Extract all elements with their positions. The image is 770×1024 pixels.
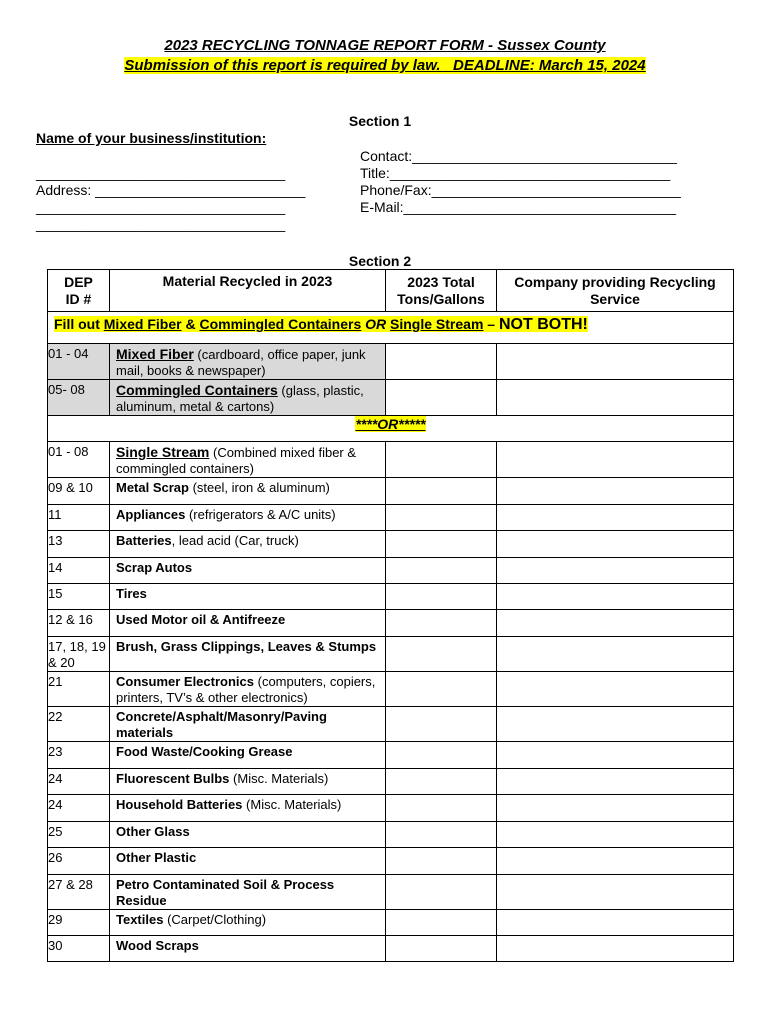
material-description: (Misc. Materials) <box>242 797 342 812</box>
table-row-petro-contaminated-soil-process-residue <box>48 875 734 910</box>
tonnage-table <box>47 269 734 962</box>
material-name: Metal Scrap <box>116 480 189 495</box>
tons-gallons-input[interactable] <box>386 707 497 742</box>
company-input[interactable] <box>497 795 734 822</box>
table-row-consumer-electronics <box>48 672 734 707</box>
tons-gallons-input[interactable] <box>386 558 497 584</box>
company-input[interactable] <box>497 936 734 962</box>
instruction-row <box>48 312 734 344</box>
material-name: Scrap Autos <box>116 560 193 575</box>
material-cell <box>110 742 386 769</box>
material-name: Petro Contaminated Soil & Process Residue <box>116 877 335 908</box>
tons-gallons-input[interactable] <box>386 822 497 848</box>
dep-id-cell: 21 <box>48 672 110 707</box>
table-row-used-motor-oil-antifreeze <box>48 610 734 637</box>
material-cell <box>110 344 386 380</box>
material-cell <box>110 875 386 910</box>
material-name: Used Motor oil & Antifreeze <box>116 612 286 627</box>
material-cell <box>110 380 386 416</box>
material-name: Batteries <box>116 533 172 548</box>
material-name: Concrete/Asphalt/Masonry/Paving materials <box>116 709 327 740</box>
company-input[interactable] <box>497 505 734 531</box>
tons-gallons-input[interactable] <box>386 442 497 478</box>
material-name: Textiles <box>116 912 164 927</box>
tons-gallons-input[interactable] <box>386 610 497 637</box>
material-cell <box>110 936 386 962</box>
company-input[interactable] <box>497 848 734 875</box>
material-cell <box>110 795 386 822</box>
tons-gallons-input[interactable] <box>386 478 497 505</box>
table-row-textiles <box>48 910 734 936</box>
deadline-notice <box>0 57 770 74</box>
tons-gallons-input[interactable] <box>386 344 497 380</box>
dep-id-cell: 09 & 10 <box>48 478 110 505</box>
table-row-brush-grass-clippings-leaves-stumps <box>48 637 734 672</box>
material-name: Brush, Grass Clippings, Leaves & Stumps <box>116 639 377 654</box>
address-line-3[interactable]: ________________________________ <box>36 216 286 232</box>
material-cell <box>110 822 386 848</box>
table-row-fluorescent-bulbs <box>48 769 734 795</box>
company-input[interactable] <box>497 531 734 558</box>
title-field[interactable]: Title:____________________________________ <box>360 165 671 181</box>
company-input[interactable] <box>497 344 734 380</box>
material-description: (cardboard, office paper, junk mail, books & newspaper) <box>116 347 366 378</box>
material-name: Wood Scraps <box>116 938 199 953</box>
table-row-appliances <box>48 505 734 531</box>
material-cell <box>110 769 386 795</box>
or-label: ****OR***** <box>355 416 426 432</box>
material-name: Single Stream <box>116 444 210 460</box>
email-field[interactable]: E-Mail:___________________________________ <box>360 199 677 215</box>
tons-gallons-input[interactable] <box>386 936 497 962</box>
material-name: Other Plastic <box>116 850 197 865</box>
section1-heading: Section 1 <box>348 113 412 129</box>
material-name: Food Waste/Cooking Grease <box>116 744 293 759</box>
company-input[interactable] <box>497 380 734 416</box>
dep-id-cell: 24 <box>48 769 110 795</box>
dep-id-cell: 15 <box>48 584 110 610</box>
company-input[interactable] <box>497 875 734 910</box>
company-input[interactable] <box>497 478 734 505</box>
col-total: 2023 Total Tons/Gallons <box>386 270 497 312</box>
material-cell <box>110 672 386 707</box>
company-input[interactable] <box>497 610 734 637</box>
company-input[interactable] <box>497 742 734 769</box>
dep-id-cell: 25 <box>48 822 110 848</box>
material-description: (refrigerators & A/C units) <box>185 507 336 522</box>
table-row-food-waste-cooking-grease <box>48 742 734 769</box>
material-description: (Combined mixed fiber & commingled containers) <box>116 445 357 476</box>
dep-id-cell: 12 & 16 <box>48 610 110 637</box>
company-input[interactable] <box>497 584 734 610</box>
dep-id-cell: 24 <box>48 795 110 822</box>
business-name-label: Name of your business/institution: <box>36 130 267 146</box>
material-name: Fluorescent Bulbs <box>116 771 230 786</box>
dep-id-cell: 11 <box>48 505 110 531</box>
company-input[interactable] <box>497 637 734 672</box>
company-input[interactable] <box>497 769 734 795</box>
tons-gallons-input[interactable] <box>386 848 497 875</box>
business-name-line[interactable]: ________________________________ <box>36 165 286 181</box>
dep-id-cell: 29 <box>48 910 110 936</box>
dep-id-cell: 22 <box>48 707 110 742</box>
form-title: 2023 RECYCLING TONNAGE REPORT FORM - Sussex County <box>164 37 606 54</box>
dep-id-cell: 14 <box>48 558 110 584</box>
tons-gallons-input[interactable] <box>386 584 497 610</box>
phone-fax-field[interactable]: Phone/Fax:________________________________ <box>360 182 681 198</box>
tons-gallons-input[interactable] <box>386 795 497 822</box>
table-row-batteries <box>48 531 734 558</box>
dep-id-cell: 01 - 04 <box>48 344 110 380</box>
contact-field[interactable]: Contact:__________________________________ <box>360 148 677 164</box>
dep-id-cell: 26 <box>48 848 110 875</box>
table-row-household-batteries <box>48 795 734 822</box>
dep-id-cell: 05- 08 <box>48 380 110 416</box>
material-name: Commingled Containers <box>116 382 278 398</box>
material-name: Household Batteries <box>116 797 243 812</box>
material-name: Other Glass <box>116 824 190 839</box>
material-description: (glass, plastic, aluminum, metal & cartons) <box>116 383 364 414</box>
material-cell <box>110 910 386 936</box>
dep-id-cell: 30 <box>48 936 110 962</box>
material-cell <box>110 610 386 637</box>
table-row-concrete-asphalt-masonry-paving-materials <box>48 707 734 742</box>
tons-gallons-input[interactable] <box>386 742 497 769</box>
material-description: (Carpet/Clothing) <box>163 912 267 927</box>
address-line-2[interactable]: ________________________________ <box>36 199 286 215</box>
table-row-tires <box>48 584 734 610</box>
dep-id-cell: 27 & 28 <box>48 875 110 910</box>
table-row-other-plastic <box>48 848 734 875</box>
material-description: (Misc. Materials) <box>229 771 329 786</box>
col-company: Company providing Recycling Service <box>497 270 734 312</box>
table-row-mixed-fiber <box>48 344 734 380</box>
material-description: (steel, iron & aluminum) <box>188 480 330 495</box>
col-material: Material Recycled in 2023 <box>110 270 386 312</box>
dep-id-cell: 23 <box>48 742 110 769</box>
tons-gallons-input[interactable] <box>386 875 497 910</box>
material-cell <box>110 848 386 875</box>
material-cell <box>110 584 386 610</box>
table-row-single-stream <box>48 442 734 478</box>
tons-gallons-input[interactable] <box>386 505 497 531</box>
material-name: Mixed Fiber <box>116 346 194 362</box>
instruction-cell: Fill out Mixed Fiber & Commingled Containers OR Single Stream – NOT BOTH! <box>48 312 734 344</box>
tons-gallons-input[interactable] <box>386 380 497 416</box>
material-description: (computers, copiers, printers, TV’s & other electronics) <box>116 674 376 705</box>
company-input[interactable] <box>497 822 734 848</box>
table-header-row <box>48 270 734 312</box>
or-row <box>48 416 734 442</box>
tons-gallons-input[interactable] <box>386 531 497 558</box>
dep-id-cell: 01 - 08 <box>48 442 110 478</box>
dep-id-cell: 17, 18, 19 & 20 <box>48 637 110 672</box>
tons-gallons-input[interactable] <box>386 769 497 795</box>
company-input[interactable] <box>497 558 734 584</box>
section2-heading: Section 2 <box>348 253 412 269</box>
or-cell <box>48 416 734 442</box>
material-cell <box>110 637 386 672</box>
company-input[interactable] <box>497 910 734 936</box>
table-row-commingled-containers <box>48 380 734 416</box>
address-line[interactable]: Address: ___________________________ <box>36 182 306 198</box>
table-row-other-glass <box>48 822 734 848</box>
col-dep-id: DEP ID # <box>48 270 110 312</box>
tons-gallons-input[interactable] <box>386 637 497 672</box>
company-input[interactable] <box>497 672 734 707</box>
dep-id-cell: 13 <box>48 531 110 558</box>
company-input[interactable] <box>497 442 734 478</box>
table-row-scrap-autos <box>48 558 734 584</box>
material-cell <box>110 442 386 478</box>
table-row-metal-scrap <box>48 478 734 505</box>
tons-gallons-input[interactable] <box>386 910 497 936</box>
notice-text: Submission of this report is required by law. DEADLINE: March 15, 2024 <box>124 57 646 74</box>
material-description: , lead acid (Car, truck) <box>171 533 299 548</box>
material-cell <box>110 505 386 531</box>
company-input[interactable] <box>497 707 734 742</box>
material-cell <box>110 531 386 558</box>
material-cell <box>110 707 386 742</box>
tons-gallons-input[interactable] <box>386 672 497 707</box>
material-name: Consumer Electronics <box>116 674 254 689</box>
material-cell <box>110 558 386 584</box>
material-name: Tires <box>116 586 147 601</box>
table-row-wood-scraps <box>48 936 734 962</box>
material-name: Appliances <box>116 507 186 522</box>
material-cell <box>110 478 386 505</box>
